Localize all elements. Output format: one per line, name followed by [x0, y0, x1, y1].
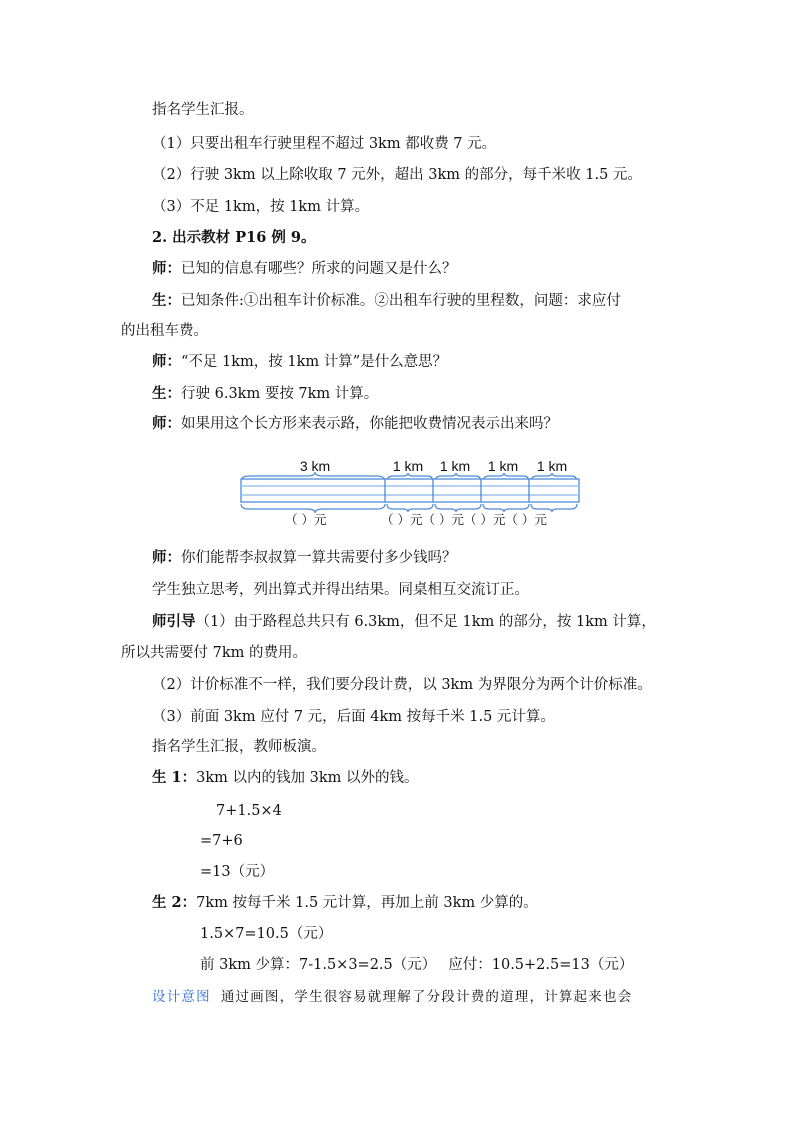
text-line: 学生独立思考，列出算式并得出结果。同桌相互交流订正。 — [152, 582, 529, 598]
student-line — [152, 384, 378, 404]
text-line: （3）不足 1km，按 1km 计算。 — [152, 199, 370, 215]
speaker-label: 师： — [152, 353, 181, 370]
speech-text: 行驶 6.3km 要按 7km 计算。 — [181, 386, 379, 402]
road-outline — [241, 479, 579, 502]
student-line — [152, 291, 621, 311]
teacher-line — [152, 414, 558, 434]
equation-line: 7+1.5×4 — [216, 803, 282, 819]
speech-text: 3km 以内的钱加 3km 以外的钱。 — [196, 770, 419, 786]
speaker-label: 生： — [152, 292, 181, 309]
section-heading: 2. 出示教材 P16 例 9。 — [152, 229, 316, 246]
speaker-label: 师： — [152, 415, 181, 432]
student-line — [152, 768, 419, 788]
equation-line: 1.5×7=10.5（元） — [200, 926, 333, 942]
text-line: （3）前面 3km 应付 7 元，后面 4km 按每千米 1.5 元计算。 — [152, 709, 555, 725]
student-line — [152, 893, 538, 913]
teacher-guide-line — [152, 612, 656, 632]
speech-text: （1）由于路程总共只有 6.3km，但不足 1km 的部分，按 1km 计算， — [195, 614, 656, 630]
fee-label: （ ）元（ ）元（ ）元（ ）元 — [381, 512, 547, 527]
speaker-label: 师： — [152, 260, 181, 277]
speaker-label: 师引导 — [152, 613, 196, 630]
text-line: 的出租车费。 — [121, 323, 208, 339]
road-rect — [241, 479, 579, 502]
brace-1km-lower — [531, 504, 577, 512]
teacher-line — [152, 352, 447, 372]
segment-label: 3 km — [299, 458, 331, 474]
speaker-label: 生： — [152, 385, 181, 402]
text-line: 所以共需要付 7km 的费用。 — [121, 645, 307, 661]
segment-label: 1 km — [487, 458, 519, 474]
speech-text: 你们能帮李叔叔算一算共需要付多少钱吗？ — [181, 550, 457, 566]
text-line: （2）行驶 3km 以上除收取 7 元外，超出 3km 的部分，每千米收 1.5 元。 — [152, 167, 642, 183]
segment-label: 1 km — [536, 458, 568, 474]
speech-text: 已知条件:①出租车计价标准。②出租车行驶的里程数，问题：求应付 — [181, 293, 621, 309]
speech-text: “不足 1km，按 1km 计算”是什么意思？ — [181, 354, 448, 370]
teacher-line — [152, 548, 457, 568]
segment-label: 1 km — [392, 458, 424, 474]
equation-part: 应付：10.5+2.5=13（元） — [448, 957, 634, 973]
fee-label: （ ）元 — [285, 512, 327, 527]
design-intent-text: 通过画图，学生很容易就理解了分段计费的道理，计算起来也会 — [220, 989, 633, 1005]
brace-1km-lower — [483, 504, 529, 512]
design-intent-label: 设计意图 — [152, 989, 211, 1005]
speaker-label: 生 1： — [152, 769, 197, 786]
text-line: （1）只要出租车行驶里程不超过 3km 都收费 7 元。 — [152, 136, 497, 152]
text-line: （2）计价标准不一样，我们要分段计费，以 3km 为界限分为两个计价标准。 — [152, 677, 652, 693]
teacher-line — [152, 259, 457, 279]
speech-text: 已知的信息有哪些？所求的问题又是什么？ — [181, 261, 457, 277]
brace-1km-lower — [435, 504, 481, 512]
equation-line — [200, 955, 633, 975]
speech-text: 7km 按每千米 1.5 元计算，再加上前 3km 少算的。 — [196, 895, 538, 911]
text-line: 指名学生汇报，教师板演。 — [152, 739, 326, 755]
equation-line: =13（元） — [200, 864, 275, 880]
equation-line: =7+6 — [200, 833, 243, 849]
speaker-label: 师： — [152, 549, 181, 566]
equation-part: 前 3km 少算：7-1.5×3=2.5（元） — [200, 957, 437, 973]
text-line: 指名学生汇报。 — [152, 102, 254, 118]
road-diagram — [235, 452, 595, 532]
design-intent-line — [152, 987, 632, 1007]
brace-1km-lower — [387, 504, 433, 512]
segment-label: 1 km — [439, 458, 471, 474]
speaker-label: 生 2： — [152, 894, 197, 911]
speech-text: 如果用这个长方形来表示路，你能把收费情况表示出来吗？ — [181, 416, 558, 432]
